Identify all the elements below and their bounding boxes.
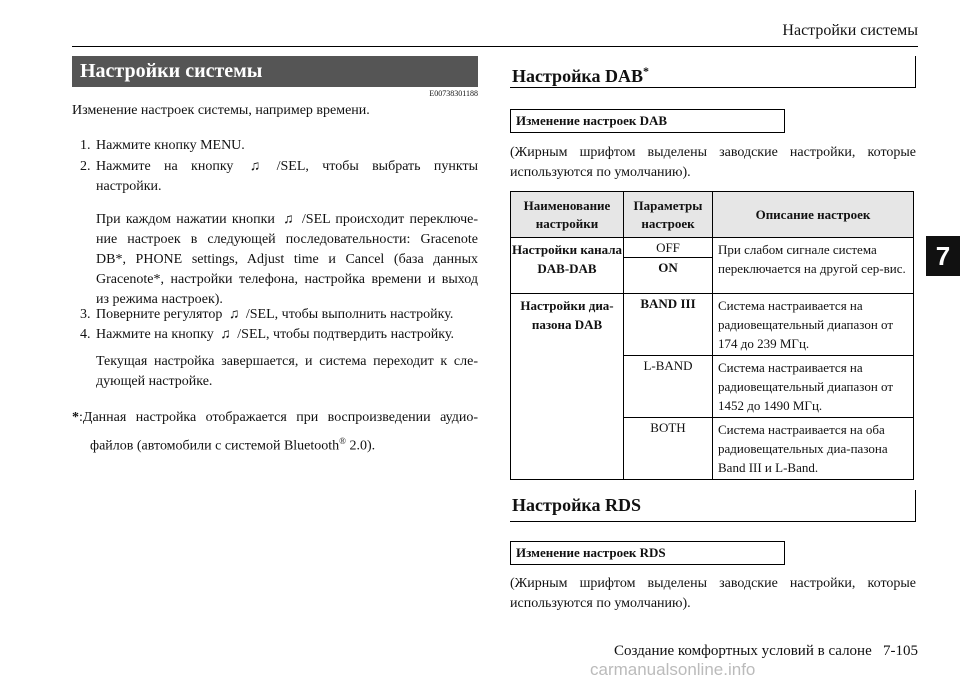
- step-text-a: Нажмите на кнопку: [96, 327, 214, 342]
- para-line: дующей настройке.: [96, 374, 213, 389]
- cell-description: Система настраивается на радиовещательный диапазон от 174 до 239 МГц.: [713, 294, 914, 356]
- step-number: 2.: [80, 159, 91, 174]
- dab-title-star: *: [643, 64, 650, 78]
- para-line: [96, 210, 478, 230]
- step-4: [72, 325, 478, 345]
- table-row: [511, 238, 914, 258]
- step-text-line: [96, 157, 478, 177]
- section-title-dab: [510, 56, 916, 88]
- footnote-text-3: 2.0).: [346, 438, 376, 454]
- para-line: DB*, PHONE settings, Adjust time и Cancel (база данных: [96, 252, 478, 267]
- cell-option: BOTH: [624, 418, 713, 480]
- rds-defaults-note: [510, 574, 916, 614]
- table-header-row: [511, 192, 914, 238]
- cell-description: Система настраивается на радиовещательный диапазон от 1452 до 1490 МГц.: [713, 356, 914, 418]
- cell-setting-name: Настройки диа-пазона DAB: [511, 294, 624, 480]
- step-number: 3.: [80, 307, 91, 322]
- registered-mark: ®: [339, 436, 347, 446]
- step-text: Нажмите кнопку MENU.: [96, 138, 245, 153]
- footer-chapter-title: Создание комфортных условий в салоне: [614, 643, 872, 659]
- header-options: Параметры настроек: [624, 192, 713, 238]
- step-text-line: [96, 325, 478, 345]
- dab-title-text: Настройка DAB: [512, 66, 644, 86]
- cell-description: Система настраивается на оба радиовещательных диа-пазона Band III и L-Band.: [713, 418, 914, 480]
- step-text-a: Нажмите на кнопку: [96, 159, 234, 174]
- header-setting-name: Наименование настройки: [511, 192, 624, 238]
- subsection-rds: Изменение настроек RDS: [510, 541, 785, 565]
- footnote: [72, 408, 478, 457]
- para-text-a: При каждом нажатии кнопки: [96, 212, 275, 227]
- table-row: [511, 294, 914, 356]
- step-text-c: настройки.: [96, 179, 162, 194]
- paragraph-next-setting: [72, 352, 478, 392]
- step-number: 1.: [80, 138, 91, 153]
- para-text-b: /SEL происходит переключе-: [301, 212, 479, 227]
- header-rule: [72, 46, 918, 47]
- step-text-b: /SEL, чтобы выполнить настройку.: [245, 307, 454, 322]
- note-line: (Жирным шрифтом выделены заводские настройки, которые: [510, 145, 916, 160]
- note-line: используются по умолчанию).: [510, 165, 691, 180]
- para-line: ние настроек в следующей последовательности: Gracenote: [96, 232, 478, 247]
- header-description: Описание настроек: [713, 192, 914, 238]
- cell-setting-name: Настройки канала DAB-DAB: [511, 238, 624, 294]
- note-line: используются по умолчанию).: [510, 596, 691, 611]
- para-line: Gracenote*, настройки телефона, настройка времени и выход: [96, 272, 478, 287]
- footnote-line: [90, 431, 478, 457]
- step-text-line: [96, 305, 478, 325]
- footnote-mark: *: [72, 410, 79, 425]
- step-2: [72, 157, 478, 197]
- page-footer: [614, 643, 918, 660]
- cell-option: OFF: [624, 238, 713, 258]
- step-text-a: Поверните регулятор: [96, 307, 223, 322]
- page-number: 7-105: [883, 643, 918, 659]
- footnote-line: [72, 408, 478, 428]
- step-number: 4.: [80, 327, 91, 342]
- dial-knob-icon: ♫: [220, 327, 231, 342]
- document-code: E00738301188: [429, 89, 478, 98]
- cell-description: При слабом сигнале система переключается на другой сер-вис.: [713, 238, 914, 294]
- dab-defaults-note: [510, 143, 916, 183]
- watermark: carmanualsonline.info: [590, 660, 756, 679]
- step-3: [72, 305, 478, 325]
- cell-option-default: BAND III: [624, 294, 713, 356]
- para-line: из режима настроек).: [96, 292, 223, 307]
- subsection-dab: Изменение настроек DAB: [510, 109, 785, 133]
- dial-knob-icon: ♫: [283, 212, 294, 227]
- footnote-text-2: файлов (автомобили с системой Bluetooth: [90, 438, 340, 454]
- note-line: (Жирным шрифтом выделены заводские настройки, которые: [510, 576, 916, 591]
- step-text-b: /SEL, чтобы подтвердить настройку.: [237, 327, 454, 342]
- footnote-text-1: :Данная настройка отображается при воспроизведении аудио-: [79, 410, 478, 425]
- section-title-rds: Настройка RDS: [510, 490, 916, 522]
- intro-text: Изменение настроек системы, например времени.: [72, 103, 370, 118]
- step-1: [72, 136, 478, 156]
- cell-option-default: ON: [624, 258, 713, 294]
- running-header-title: Настройки системы: [782, 22, 918, 39]
- dial-knob-icon: ♫: [249, 159, 261, 174]
- step-text-b: /SEL, чтобы выбрать пункты: [276, 159, 479, 174]
- para-line: Текущая настройка завершается, и система переходит к сле-: [96, 354, 478, 369]
- paragraph-sequence: [72, 210, 478, 310]
- cell-option: L-BAND: [624, 356, 713, 418]
- section-title-system-settings: Настройки системы: [72, 56, 478, 87]
- dial-knob-icon: ♫: [228, 307, 240, 322]
- chapter-tab: 7: [926, 236, 960, 276]
- dab-settings-table: [510, 191, 914, 480]
